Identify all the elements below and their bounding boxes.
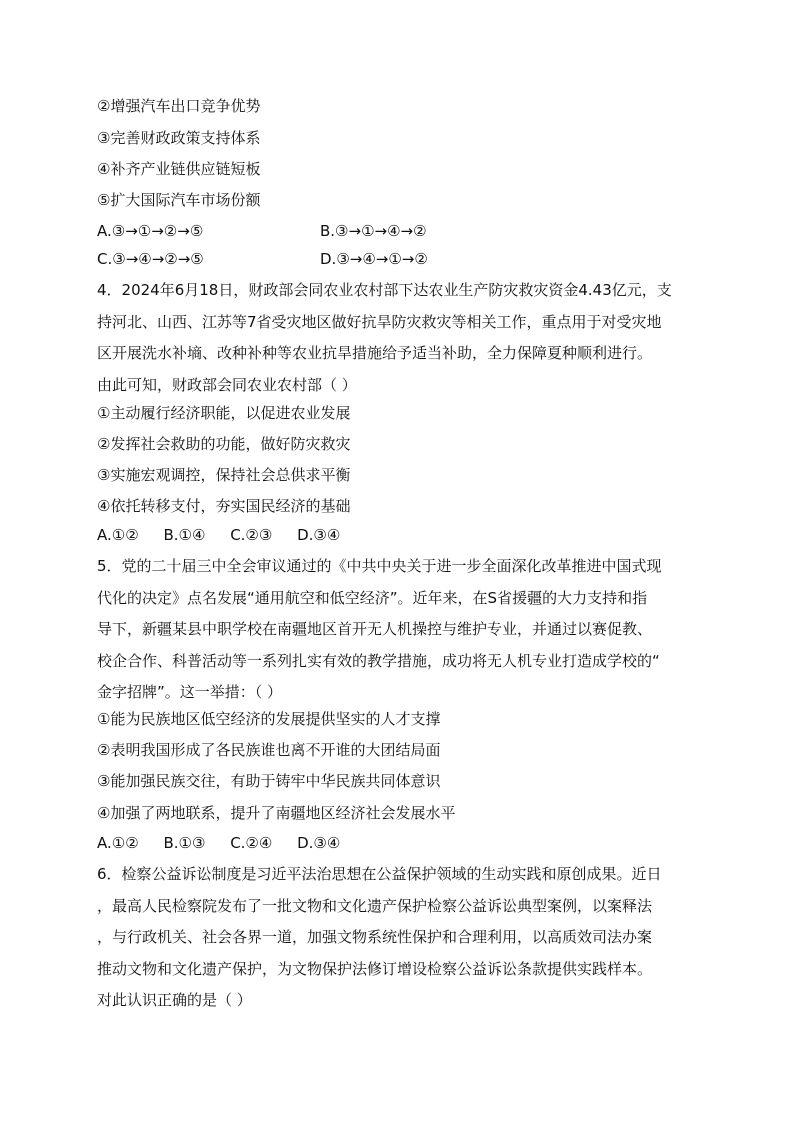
q4-stem-line: 持河北、山西、江苏等7省受灾地区做好抗旱防灾救灾等相关工作，重点用于对受灾地 <box>97 312 662 331</box>
q3-options-row-2 <box>97 249 428 269</box>
q4-stem-line: 区开展洗水补墒、改种补种等农业抗旱措施给予适当补助，全力保障夏种顺利进行。 <box>97 344 653 362</box>
q5-option-c: C.②④ <box>230 834 273 852</box>
q4-option-a: A.①② <box>97 526 139 544</box>
q6-stem-line: ，最高人民检察院发布了一批文物和文化遗产保护检察公益诉讼典型案例，以案释法 <box>97 896 653 915</box>
q4-option-d: D.③④ <box>297 526 341 544</box>
q5-stem-line: 金字招牌”。这一举措：（ ） <box>97 683 283 701</box>
q5-option-a: A.①② <box>97 834 139 852</box>
q4-item-3: ③实施宏观调控，保持社会总供求平衡 <box>97 466 351 484</box>
q5-stem-line: 导下，新疆某县中职学校在南疆地区首开无人机操控与维护专业，并通过以赛促教、 <box>97 620 653 638</box>
q3-option-d: D.③→④→①→② <box>320 250 428 268</box>
q5-stem <box>97 551 703 709</box>
q4-options <box>97 525 360 545</box>
q6-stem-line: 推动文物和文化遗产保护，为文物保护法修订增设检察公益诉讼条款提供实践样本。 <box>97 959 653 978</box>
q5-item-2: ②表明我国形成了各民族谁也离不开谁的大团结局面 <box>97 741 441 759</box>
q5-options <box>97 833 360 853</box>
q4-item-1: ①主动履行经济职能，以促进农业发展 <box>97 404 351 422</box>
q6-stem-line: ，与行政机关、社会各界一道，加强文物系统性保护和合理利用，以高质效司法办案 <box>97 928 653 946</box>
q5-item-4: ④加强了两地联系，提升了南疆地区经济社会发展水平 <box>97 804 456 822</box>
q5-option-d: D.③④ <box>297 834 341 852</box>
q5-stem-line: 5．党的二十届三中全会审议通过的《中共中央关于进一步全面深化改革推进中国式现 <box>97 557 662 575</box>
q3-item-2: ②增强汽车出口竞争优势 <box>97 97 261 115</box>
q3-item-4: ④补齐产业链供应链短板 <box>97 160 261 178</box>
q5-option-b: B.①③ <box>163 834 206 852</box>
q6-stem-line: 6．检察公益诉讼制度是习近平法治思想在公益保护领域的生动实践和原创成果。近日 <box>97 865 662 883</box>
q5-item-3: ③能加强民族交往，有助于铸牢中华民族共同体意识 <box>97 772 441 790</box>
q5-stem-line: 代化的决定》点名发展“通用航空和低空经济”。近年来，在S省援疆的大力支持和指 <box>97 588 648 607</box>
q3-option-a: A.③→①→②→⑤ <box>97 222 204 240</box>
q6-stem <box>97 859 703 1017</box>
q4-stem-line: 由此可知，财政部会同农业农村部（ ） <box>97 375 357 394</box>
q3-options-row-1 <box>97 221 427 241</box>
q4-stem-line: 4．2024年6月18日，财政部会同农业农村部下达农业生产防灾救灾资金4.43亿元，支 <box>97 281 672 299</box>
q5-item-1: ①能为民族地区低空经济的发展提供坚实的人才支撑 <box>97 710 441 728</box>
q4-item-4: ④依托转移支付，夯实国民经济的基础 <box>97 497 351 515</box>
q5-stem-line: 校企合作、科普活动等一系列扎实有效的教学措施，成功将无人机专业打造成学校的“ <box>97 651 660 670</box>
q6-stem-line: 对此认识正确的是（ ） <box>97 991 252 1009</box>
q4-item-2: ②发挥社会救助的功能，做好防灾救灾 <box>97 435 351 453</box>
q4-option-c: C.②③ <box>230 526 273 544</box>
q3-item-3: ③完善财政政策支持体系 <box>97 129 261 147</box>
q3-option-b: B.③→①→④→② <box>320 222 427 240</box>
q3-item-5: ⑤扩大国际汽车市场份额 <box>97 191 261 209</box>
q4-option-b: B.①④ <box>163 526 206 544</box>
q3-option-c: C.③→④→②→⑤ <box>97 250 204 268</box>
q4-stem <box>97 275 703 401</box>
